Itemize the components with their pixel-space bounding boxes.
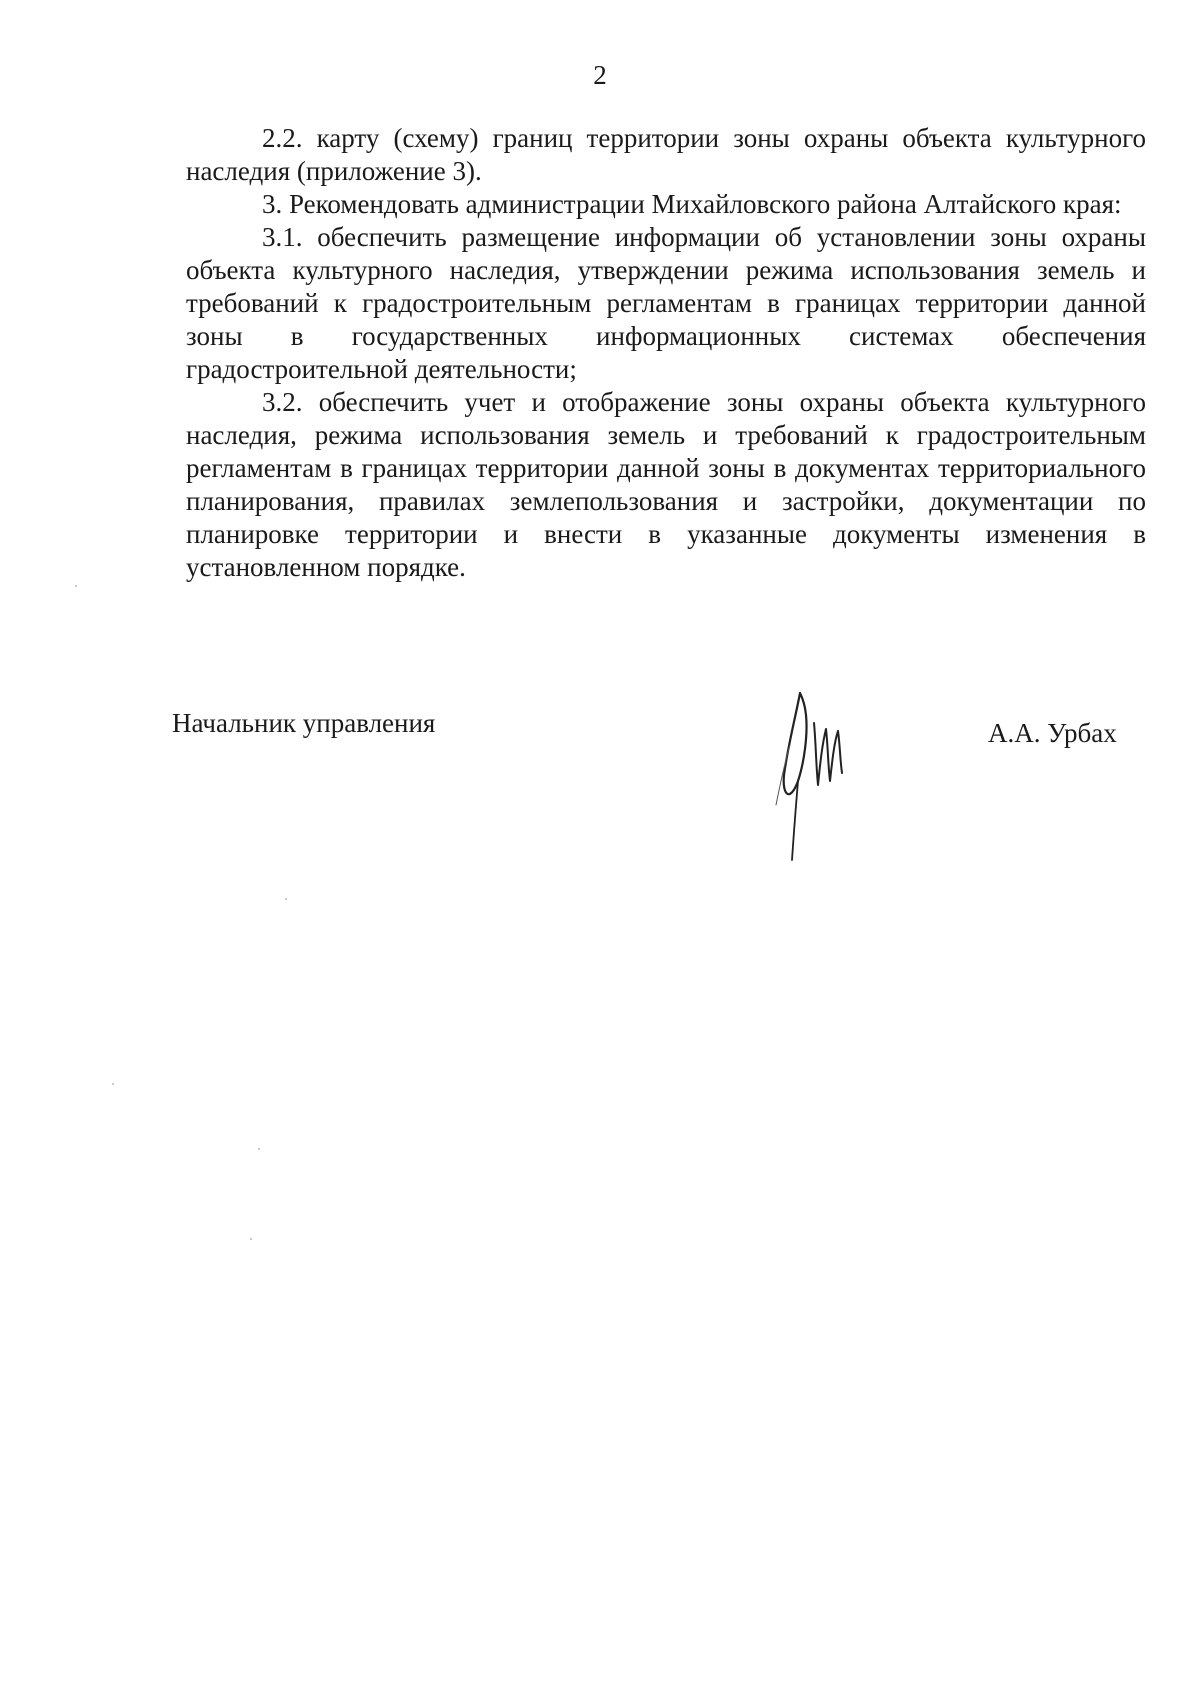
handwritten-signature bbox=[770, 685, 880, 865]
signer-name: А.А. Урбах bbox=[988, 718, 1117, 748]
paragraph-3: 3. Рекомендовать администрации Михайловского района Алтайского края: bbox=[262, 189, 1122, 219]
paragraph-3-2: 3.2. обеспечить учет и отображение зоны охраны объекта культурного наследия, режима использования земель и требований к градостроительным регламентам в границах территории данной зоны в документах территориального планирования, правилах землепользования и застройки, документации по планировке территории и внести в указанные документы изменения в установленном порядке. bbox=[186, 387, 1146, 582]
page-number: 2 bbox=[593, 60, 607, 90]
scan-speck bbox=[250, 1238, 252, 1240]
scan-speck bbox=[75, 585, 77, 587]
scan-speck bbox=[258, 1148, 260, 1150]
scan-speck bbox=[285, 898, 287, 900]
document-body bbox=[186, 122, 1146, 584]
paragraph-2-2: 2.2. карту (схему) границ территории зоны охраны объекта культурного наследия (приложение 3). bbox=[186, 123, 1146, 186]
signature-position-title: Начальник управления bbox=[172, 708, 436, 738]
paragraph-3-1: 3.1. обеспечить размещение информации об установлении зоны охраны объекта культурного наследия, утверждении режима использования земель и требований к градостроительным регламентам в границах территории данной зоны в государственных информационных системах обеспечения градостроительной деятельности; bbox=[186, 222, 1146, 384]
scan-speck bbox=[112, 1083, 114, 1085]
